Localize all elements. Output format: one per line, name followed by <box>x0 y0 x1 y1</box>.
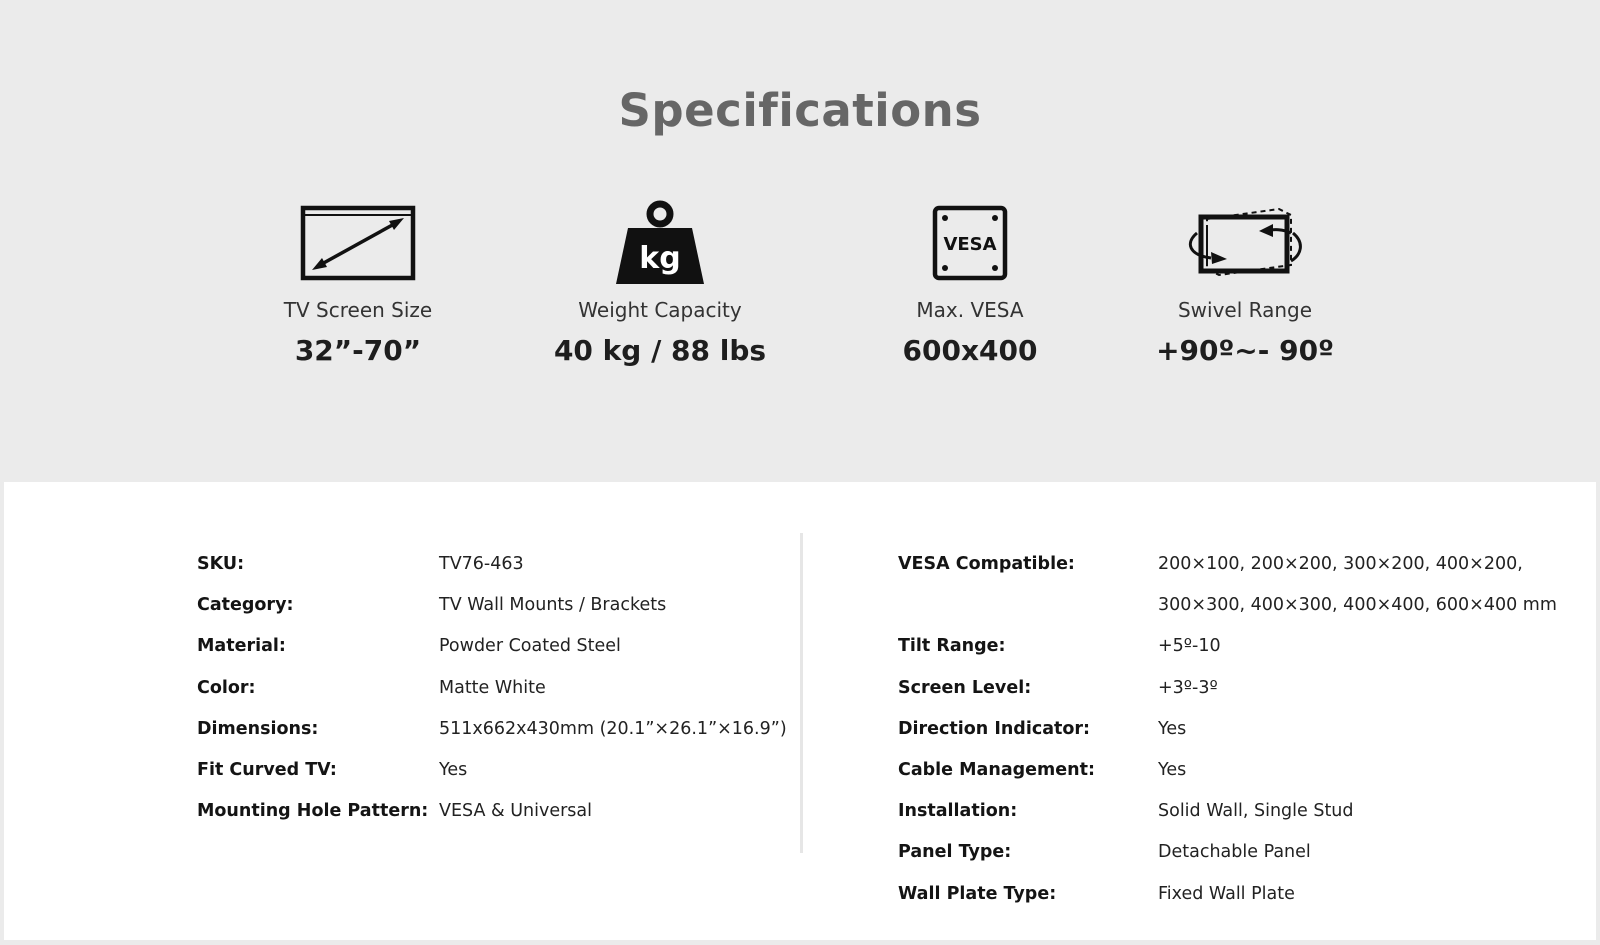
spec-value: Solid Wall, Single Stud <box>1158 801 1354 822</box>
feature-max-vesa <box>870 195 1070 367</box>
feature-value: 40 kg / 88 lbs <box>553 334 767 367</box>
spec-key: Color: <box>197 677 256 698</box>
spec-key: Dimensions: <box>197 718 319 739</box>
spec-key: VESA Compatible: <box>898 554 1075 574</box>
spec-value: 511x662x430mm (20.1”×26.1”×16.9”) <box>439 718 787 739</box>
spec-value: Matte White <box>439 677 546 698</box>
spec-value: 300×300, 400×300, 400×400, 600×400 mm <box>1158 595 1557 616</box>
spec-value: TV Wall Mounts / Brackets <box>439 595 667 616</box>
spec-value: +3º-3º <box>1158 677 1218 698</box>
page-title: Specifications <box>618 84 982 137</box>
spec-key: Cable Management: <box>898 759 1095 780</box>
spec-key: Installation: <box>898 801 1018 822</box>
feature-value: +90º~- 90º <box>1156 334 1334 367</box>
vesa-icon-text: VESA <box>943 233 997 255</box>
feature-value: 32”-70” <box>294 334 422 367</box>
spec-value: Yes <box>1158 718 1187 739</box>
spec-value: Powder Coated Steel <box>439 636 621 657</box>
spec-key: Fit Curved TV: <box>197 759 337 780</box>
spec-key: Mounting Hole Pattern: <box>197 801 429 822</box>
spec-value: +5º-10 <box>1158 636 1221 657</box>
swivel-icon <box>1135 195 1355 290</box>
spec-key: Screen Level: <box>898 677 1032 698</box>
spec-value: TV76-463 <box>439 554 524 574</box>
feature-tv-screen-size <box>258 195 458 367</box>
spec-value: 200×100, 200×200, 300×200, 400×200, <box>1158 554 1523 574</box>
vesa-icon <box>870 195 1070 290</box>
spec-value: Detachable Panel <box>1158 842 1311 863</box>
tv-screen-size-icon <box>258 195 458 290</box>
feature-value: 600x400 <box>902 334 1038 367</box>
feature-label: Weight Capacity <box>578 298 742 322</box>
spec-value: Fixed Wall Plate <box>1158 883 1295 904</box>
spec-value: Yes <box>439 759 468 780</box>
spec-key: Tilt Range: <box>898 636 1006 657</box>
spec-key: Direction Indicator: <box>898 718 1091 739</box>
feature-swivel-range <box>1135 195 1355 367</box>
feature-label: Max. VESA <box>916 298 1024 322</box>
spec-value: VESA & Universal <box>439 801 592 822</box>
spec-key: Wall Plate Type: <box>898 883 1057 904</box>
spec-key: Material: <box>197 636 286 657</box>
spec-key: Panel Type: <box>898 842 1012 863</box>
spec-key: Category: <box>197 595 294 616</box>
feature-label: Swivel Range <box>1177 298 1313 322</box>
spec-key: SKU: <box>197 554 245 574</box>
weight-kg-icon <box>540 195 780 290</box>
weight-icon-text: kg <box>639 240 681 276</box>
spec-value: Yes <box>1158 759 1187 780</box>
column-divider <box>800 533 803 853</box>
feature-weight-capacity <box>540 195 780 367</box>
feature-label: TV Screen Size <box>283 298 433 322</box>
